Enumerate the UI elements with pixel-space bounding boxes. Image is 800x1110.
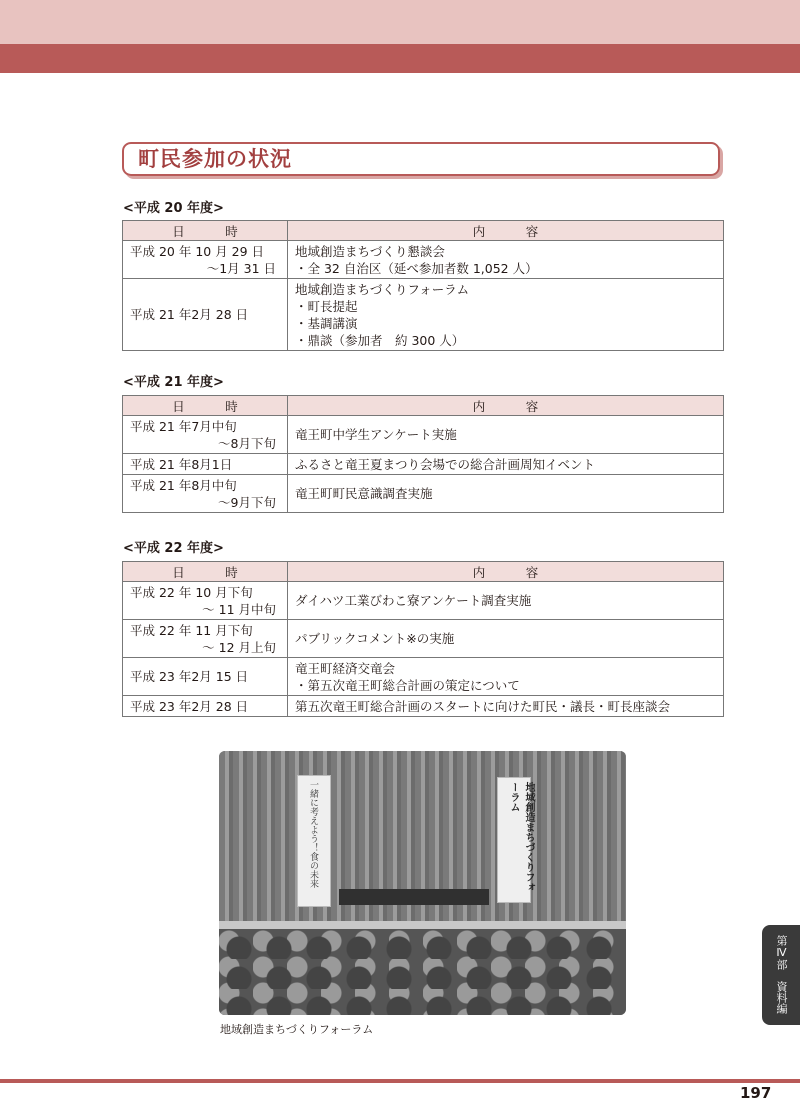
date-cell: 平成 23 年2月 28 日	[123, 696, 288, 717]
content-line: 地域創造まちづくりフォーラム	[295, 281, 470, 297]
panel-table	[339, 889, 489, 905]
table-header-row	[123, 221, 724, 241]
table-row	[123, 416, 724, 454]
table-row	[123, 582, 724, 620]
content-cell: パブリックコメント※の実施	[288, 620, 724, 658]
content-column-header: 内 容	[288, 396, 724, 416]
table-row	[123, 454, 724, 475]
date-column-header: 日 時	[123, 396, 288, 416]
photo-caption: 地域創造まちづくりフォーラム	[220, 1023, 374, 1036]
date-text: 平成 20 年 10 月 29 日	[130, 243, 265, 259]
date-column-header: 日 時	[123, 562, 288, 582]
right-banner	[497, 777, 534, 903]
date-column-header: 日 時	[123, 221, 288, 241]
left-banner	[297, 775, 331, 907]
date-text: 平成 21 年7月中旬	[130, 418, 237, 434]
audience	[219, 929, 626, 1015]
header-band-light	[0, 0, 800, 44]
date-sub-text: ～8月下旬	[218, 435, 276, 451]
side-tab-label: 第Ⅳ部 資料編	[775, 935, 788, 1014]
content-line: ・第五次竜王町総合計画の策定について	[295, 677, 520, 693]
schedule-table-h20	[122, 220, 724, 351]
year-heading-h21: <平成 21 年度>	[123, 375, 224, 390]
table-header-row	[123, 562, 724, 582]
date-text: 平成 22 年 11 月下旬	[130, 622, 253, 638]
content-line: ・全 32 自治区（延べ参加者数 1,052 人）	[295, 260, 538, 276]
content-line: ・鼎談（参加者 約 300 人）	[295, 332, 465, 348]
date-sub-text: ～ 11 月中旬	[202, 601, 276, 617]
table-row	[123, 620, 724, 658]
content-cell: ダイハツ工業びわこ寮アンケート調査実施	[288, 582, 724, 620]
section-title-box	[122, 142, 720, 176]
table-header-row	[123, 396, 724, 416]
page-number: 197	[740, 1084, 772, 1102]
content-column-header: 内 容	[288, 562, 724, 582]
date-cell	[123, 620, 288, 658]
header-band-dark	[0, 44, 800, 73]
date-cell: 平成 23 年2月 15 日	[123, 658, 288, 696]
content-line: 地域創造まちづくり懇談会	[295, 243, 445, 259]
part-side-tab	[762, 925, 800, 1025]
date-sub-text: ～9月下旬	[218, 494, 276, 510]
table-row	[123, 279, 724, 351]
date-cell	[123, 279, 288, 351]
schedule-table-h22	[122, 561, 724, 717]
right-banner-text: 地域創造まちづくりフォーラム	[508, 782, 534, 892]
section-title: 町民参加の状況	[138, 147, 292, 171]
content-cell	[288, 241, 724, 279]
year-heading-h22: <平成 22 年度>	[123, 541, 224, 556]
date-text: 平成 21 年2月 28 日	[130, 307, 249, 322]
date-cell: 平成 21 年8月1日	[123, 454, 288, 475]
footer-rule	[0, 1079, 800, 1083]
date-text: 平成 21 年8月中旬	[130, 477, 237, 493]
date-sub-text: ～1月 31 日	[206, 260, 276, 276]
date-sub-text: ～ 12 月上旬	[202, 639, 276, 655]
content-cell: ふるさと竜王夏まつり会場での総合計画周知イベント	[288, 454, 724, 475]
content-line: ・町長提起	[295, 298, 358, 314]
table-row	[123, 696, 724, 717]
date-text: 平成 22 年 10 月下旬	[130, 584, 253, 600]
date-cell	[123, 582, 288, 620]
content-cell	[288, 279, 724, 351]
schedule-table-h21	[122, 395, 724, 513]
forum-photo	[219, 751, 626, 1015]
content-column-header: 内 容	[288, 221, 724, 241]
year-heading-h20: <平成 20 年度>	[123, 201, 224, 216]
table-row	[123, 658, 724, 696]
table-row	[123, 475, 724, 513]
content-cell: 竜王町中学生アンケート実施	[288, 416, 724, 454]
table-row	[123, 241, 724, 279]
date-cell	[123, 241, 288, 279]
content-line: ・基調講演	[295, 315, 358, 331]
content-line: 竜王町経済交竜会	[295, 660, 396, 676]
content-cell: 第五次竜王町総合計画のスタートに向けた町民・議長・町長座談会	[288, 696, 724, 717]
content-cell	[288, 658, 724, 696]
left-banner-text: 一緒に考えよう！食の未来	[308, 780, 318, 888]
date-cell	[123, 416, 288, 454]
date-cell	[123, 475, 288, 513]
content-cell: 竜王町町民意識調査実施	[288, 475, 724, 513]
